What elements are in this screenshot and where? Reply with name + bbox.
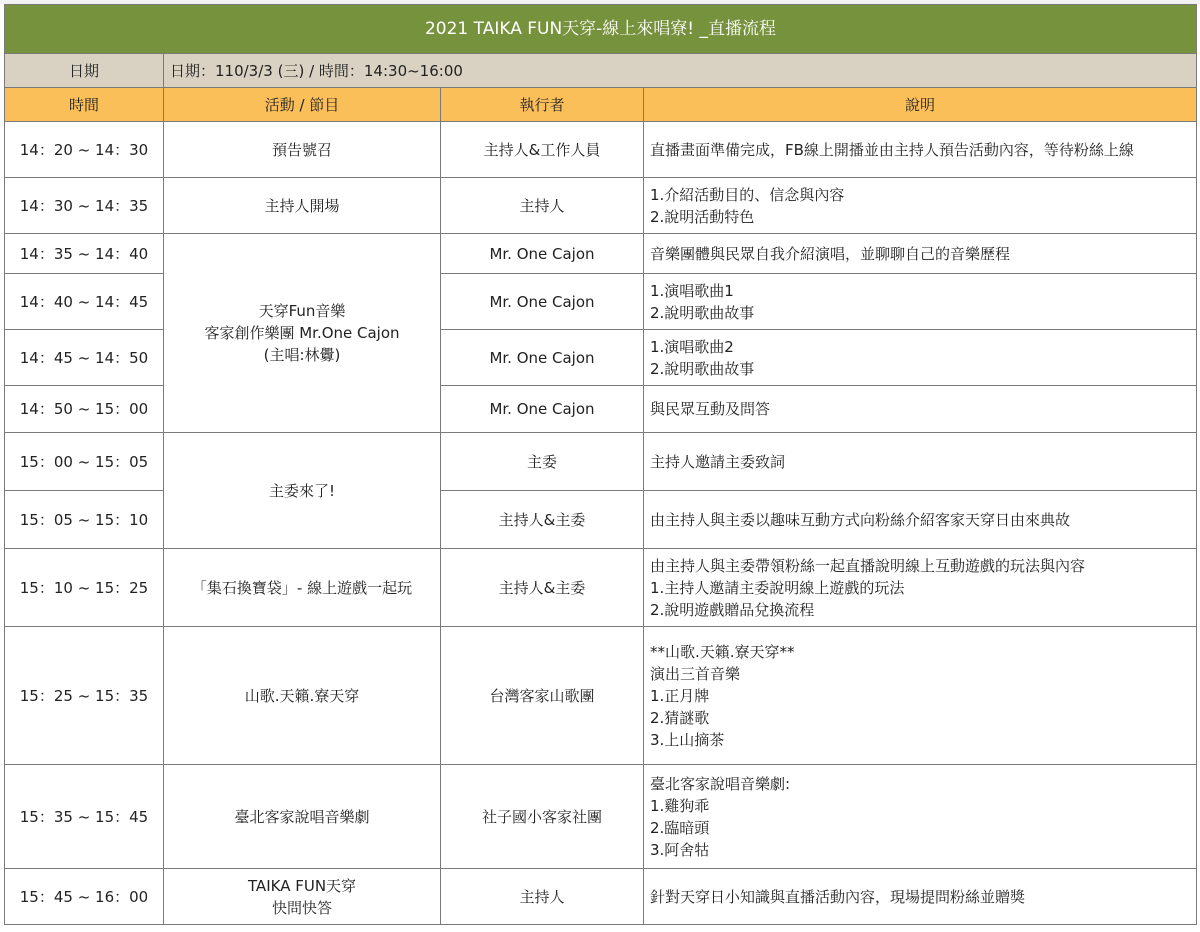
executor-cell: 主持人&工作人員 <box>441 122 644 178</box>
activity-line: (主唱:林釁) <box>263 346 341 364</box>
description-line: 直播畫面準備完成，FB線上開播並由主持人預告活動內容，等待粉絲上線 <box>650 140 1134 159</box>
schedule-row <box>5 765 1197 869</box>
activity-cell <box>164 122 441 178</box>
description-line: 1.演唱歌曲1 <box>650 281 734 300</box>
description-line: 1.正月牌 <box>650 686 710 705</box>
description-line: 2.說明歌曲故事 <box>650 303 755 322</box>
date-label: 日期 <box>5 54 164 88</box>
time-cell: 15：00 ~ 15：05 <box>5 433 164 491</box>
description-line: 主持人邀請主委致詞 <box>650 452 786 471</box>
activity-cell <box>164 433 441 549</box>
activity-cell <box>164 234 441 433</box>
time-cell: 15：35 ~ 15：45 <box>5 765 164 869</box>
activity-line: 「集石換寶袋」- 線上遊戲一起玩 <box>191 578 413 597</box>
activity-line: 客家創作樂團 Mr.One Cajon <box>204 324 400 342</box>
document-title: 2021 TAIKA FUN天穿-線上來唱寮! _直播流程 <box>5 5 1197 54</box>
executor-cell: 主持人&主委 <box>441 491 644 549</box>
schedule-row <box>5 627 1197 765</box>
time-cell: 15：10 ~ 15：25 <box>5 549 164 627</box>
activity-line: 快問快答 <box>271 898 332 917</box>
description-line: 3.上山摘茶 <box>650 730 725 749</box>
description-cell <box>644 178 1197 234</box>
executor-cell: 社子國小客家社團 <box>441 765 644 869</box>
time-cell: 15：05 ~ 15：10 <box>5 491 164 549</box>
description-cell <box>644 330 1197 386</box>
executor-cell: 主持人 <box>441 178 644 234</box>
activity-line: TAIKA FUN天穿 <box>247 876 357 895</box>
time-cell: 15：45 ~ 16：00 <box>5 869 164 925</box>
time-cell: 14：20 ~ 14：30 <box>5 122 164 178</box>
description-cell <box>644 122 1197 178</box>
description-cell <box>644 433 1197 491</box>
schedule-table <box>4 4 1197 925</box>
activity-line: 主持人開場 <box>264 196 340 215</box>
header-executor: 執行者 <box>441 88 644 122</box>
description-cell <box>644 234 1197 274</box>
description-line: 2.臨暗頭 <box>650 818 710 837</box>
executor-cell: 主持人 <box>441 869 644 925</box>
time-cell: 14：30 ~ 14：35 <box>5 178 164 234</box>
date-value: 日期：110/3/3 (三) / 時間：14:30~16:00 <box>164 54 1197 88</box>
activity-line: 預告號召 <box>271 140 332 159</box>
description-cell <box>644 386 1197 433</box>
executor-cell: 主委 <box>441 433 644 491</box>
schedule-row <box>5 433 1197 491</box>
description-cell <box>644 627 1197 765</box>
date-row <box>5 54 1197 88</box>
description-line: **山歌.天籟.寮天穿** <box>650 642 795 661</box>
description-line: 與民眾互動及問答 <box>650 400 771 418</box>
activity-line: 山歌.天籟.寮天穿 <box>244 686 360 705</box>
schedule-row <box>5 549 1197 627</box>
description-line: 1.雞狗乖 <box>650 796 710 815</box>
activity-line: 天穿Fun音樂 <box>258 302 346 320</box>
time-cell: 14：45 ~ 14：50 <box>5 330 164 386</box>
executor-cell: Mr. One Cajon <box>441 234 644 274</box>
description-line: 1.演唱歌曲2 <box>650 337 734 356</box>
description-line: 臺北客家說唱音樂劇: <box>650 774 791 793</box>
executor-cell: 台灣客家山歌團 <box>441 627 644 765</box>
description-line: 2.說明活動特色 <box>650 207 755 226</box>
activity-cell <box>164 178 441 234</box>
header-activity: 活動 / 節目 <box>164 88 441 122</box>
description-line: 音樂團體與民眾自我介紹演唱，並聊聊自己的音樂歷程 <box>650 244 1011 263</box>
time-cell: 14：40 ~ 14：45 <box>5 274 164 330</box>
time-cell: 15：25 ~ 15：35 <box>5 627 164 765</box>
executor-cell: Mr. One Cajon <box>441 330 644 386</box>
activity-cell <box>164 765 441 869</box>
description-cell <box>644 869 1197 925</box>
description-line: 3.阿舍牯 <box>650 840 710 859</box>
description-line: 由主持人與主委帶領粉絲一起直播說明線上互動遊戲的玩法與內容 <box>650 556 1086 575</box>
title-row <box>5 5 1197 54</box>
executor-cell: Mr. One Cajon <box>441 274 644 330</box>
header-time: 時間 <box>5 88 164 122</box>
description-cell <box>644 765 1197 869</box>
header-description: 說明 <box>644 88 1197 122</box>
description-line: 2.說明歌曲故事 <box>650 359 755 378</box>
description-line: 由主持人與主委以趣味互動方式向粉絲介紹客家天穿日由來典故 <box>650 510 1071 529</box>
description-cell <box>644 274 1197 330</box>
executor-cell: 主持人&主委 <box>441 549 644 627</box>
activity-cell <box>164 549 441 627</box>
schedule-row <box>5 869 1197 925</box>
time-cell: 14：50 ~ 15：00 <box>5 386 164 433</box>
activity-cell <box>164 869 441 925</box>
activity-line: 主委來了! <box>268 481 335 500</box>
description-line: 2.猜謎歌 <box>650 708 710 727</box>
description-line: 針對天穿日小知識與直播活動內容，現場提問粉絲並贈獎 <box>650 887 1026 906</box>
time-cell: 14：35 ~ 14：40 <box>5 234 164 274</box>
description-line: 1.主持人邀請主委說明線上遊戲的玩法 <box>650 578 905 597</box>
schedule-row <box>5 178 1197 234</box>
header-row <box>5 88 1197 122</box>
schedule-row <box>5 234 1197 274</box>
description-line: 2.說明遊戲贈品兌換流程 <box>650 600 815 619</box>
activity-cell <box>164 627 441 765</box>
schedule-row <box>5 122 1197 178</box>
description-cell <box>644 549 1197 627</box>
description-cell <box>644 491 1197 549</box>
description-line: 1.介紹活動目的、信念與內容 <box>650 185 845 204</box>
description-line: 演出三首音樂 <box>650 664 741 683</box>
executor-cell: Mr. One Cajon <box>441 386 644 433</box>
activity-line: 臺北客家說唱音樂劇 <box>234 807 370 826</box>
